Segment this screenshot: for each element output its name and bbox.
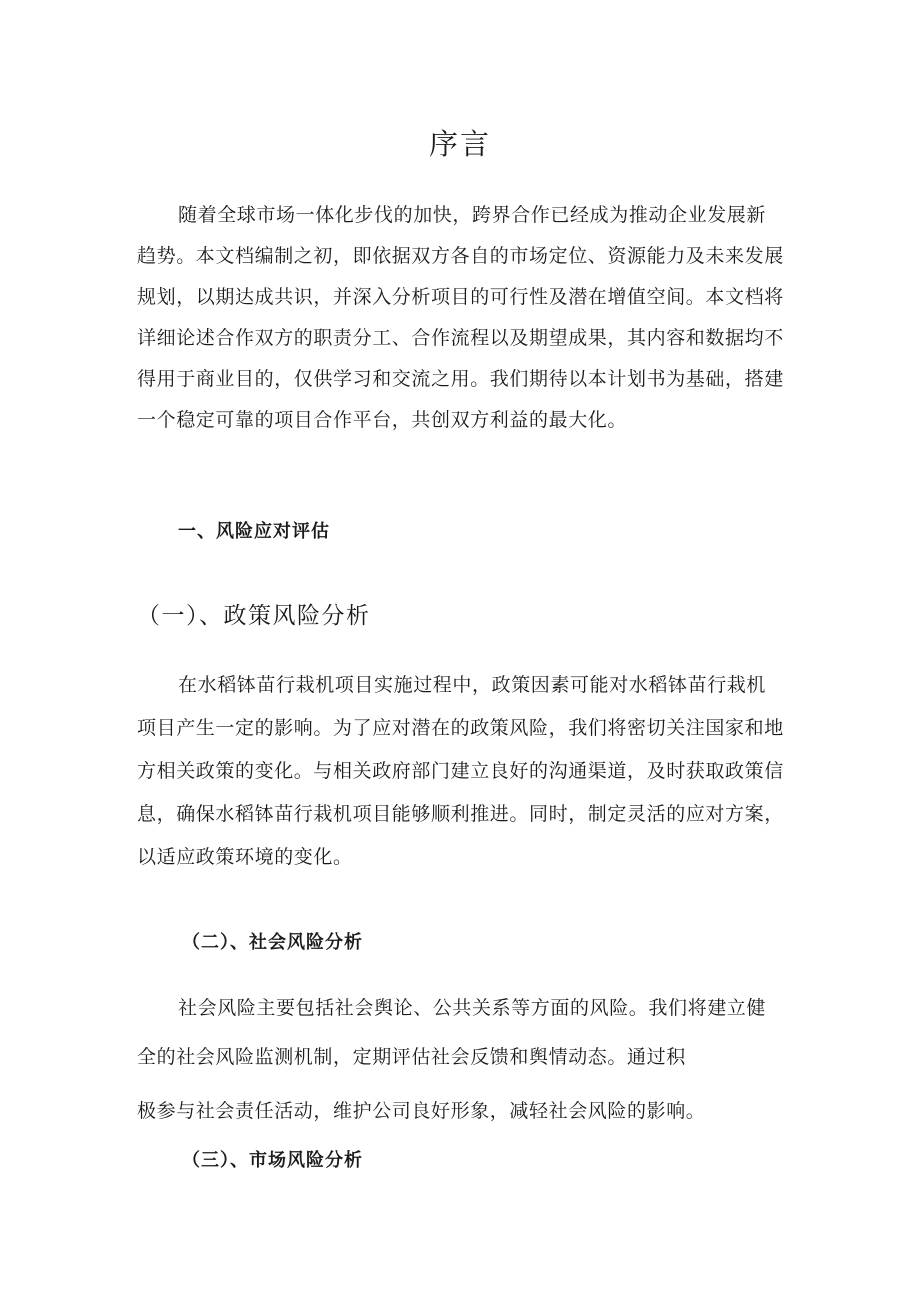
- policy-risk-paragraph: [137, 664, 797, 879]
- page-title: 序言: [428, 127, 491, 161]
- intro-paragraph: [137, 195, 797, 441]
- section-heading-risk-assessment: 一、风险应对评估: [178, 521, 330, 542]
- policy-line: 在水稻钵苗行栽机项目实施过程中，政策因素可能对水稻钵苗行栽机: [178, 674, 767, 696]
- social-line: 全的社会风险监测机制，定期评估社会反馈和舆情动态。通过积: [137, 1046, 686, 1068]
- intro-line: 一个稳定可靠的项目合作平台，共创双方利益的最大化。: [137, 409, 628, 431]
- intro-line: 随着全球市场一体化步伐的加快，跨界合作已经成为推动企业发展新: [178, 204, 767, 226]
- intro-line: 详细论述合作双方的职责分工、合作流程以及期望成果，其内容和数据均不: [137, 327, 784, 349]
- intro-line: 规划，以期达成共识，并深入分析项目的可行性及潜在增值空间。本文档将: [137, 286, 784, 308]
- intro-line: 得用于商业目的，仅供学习和交流之用。我们期待以本计划书为基础，搭建: [137, 368, 784, 390]
- policy-line: 息，确保水稻钵苗行栽机项目能够顺利推进。同时，制定灵活的应对方案，: [137, 803, 784, 825]
- policy-line: 以适应政策环境的变化。: [137, 846, 353, 868]
- intro-line: 趋势。本文档编制之初，即依据双方各自的市场定位、资源能力及未来发展: [137, 245, 784, 267]
- social-line: 极参与社会责任活动，维护公司良好形象，减轻社会风险的影响。: [137, 1100, 706, 1122]
- subsection-heading-policy-risk: （一）、政策风险分析: [137, 603, 371, 629]
- social-line: 社会风险主要包括社会舆论、公共关系等方面的风险。我们将建立健: [178, 997, 767, 1019]
- policy-line: 方相关政策的变化。与相关政府部门建立良好的沟通渠道，及时获取政策信: [137, 760, 784, 782]
- subsection-heading-market-risk: （三）、市场风险分析: [182, 1150, 363, 1171]
- policy-line: 项目产生一定的影响。为了应对潜在的政策风险，我们将密切关注国家和地: [137, 717, 784, 739]
- subsection-heading-social-risk: （二）、社会风险分析: [182, 932, 363, 953]
